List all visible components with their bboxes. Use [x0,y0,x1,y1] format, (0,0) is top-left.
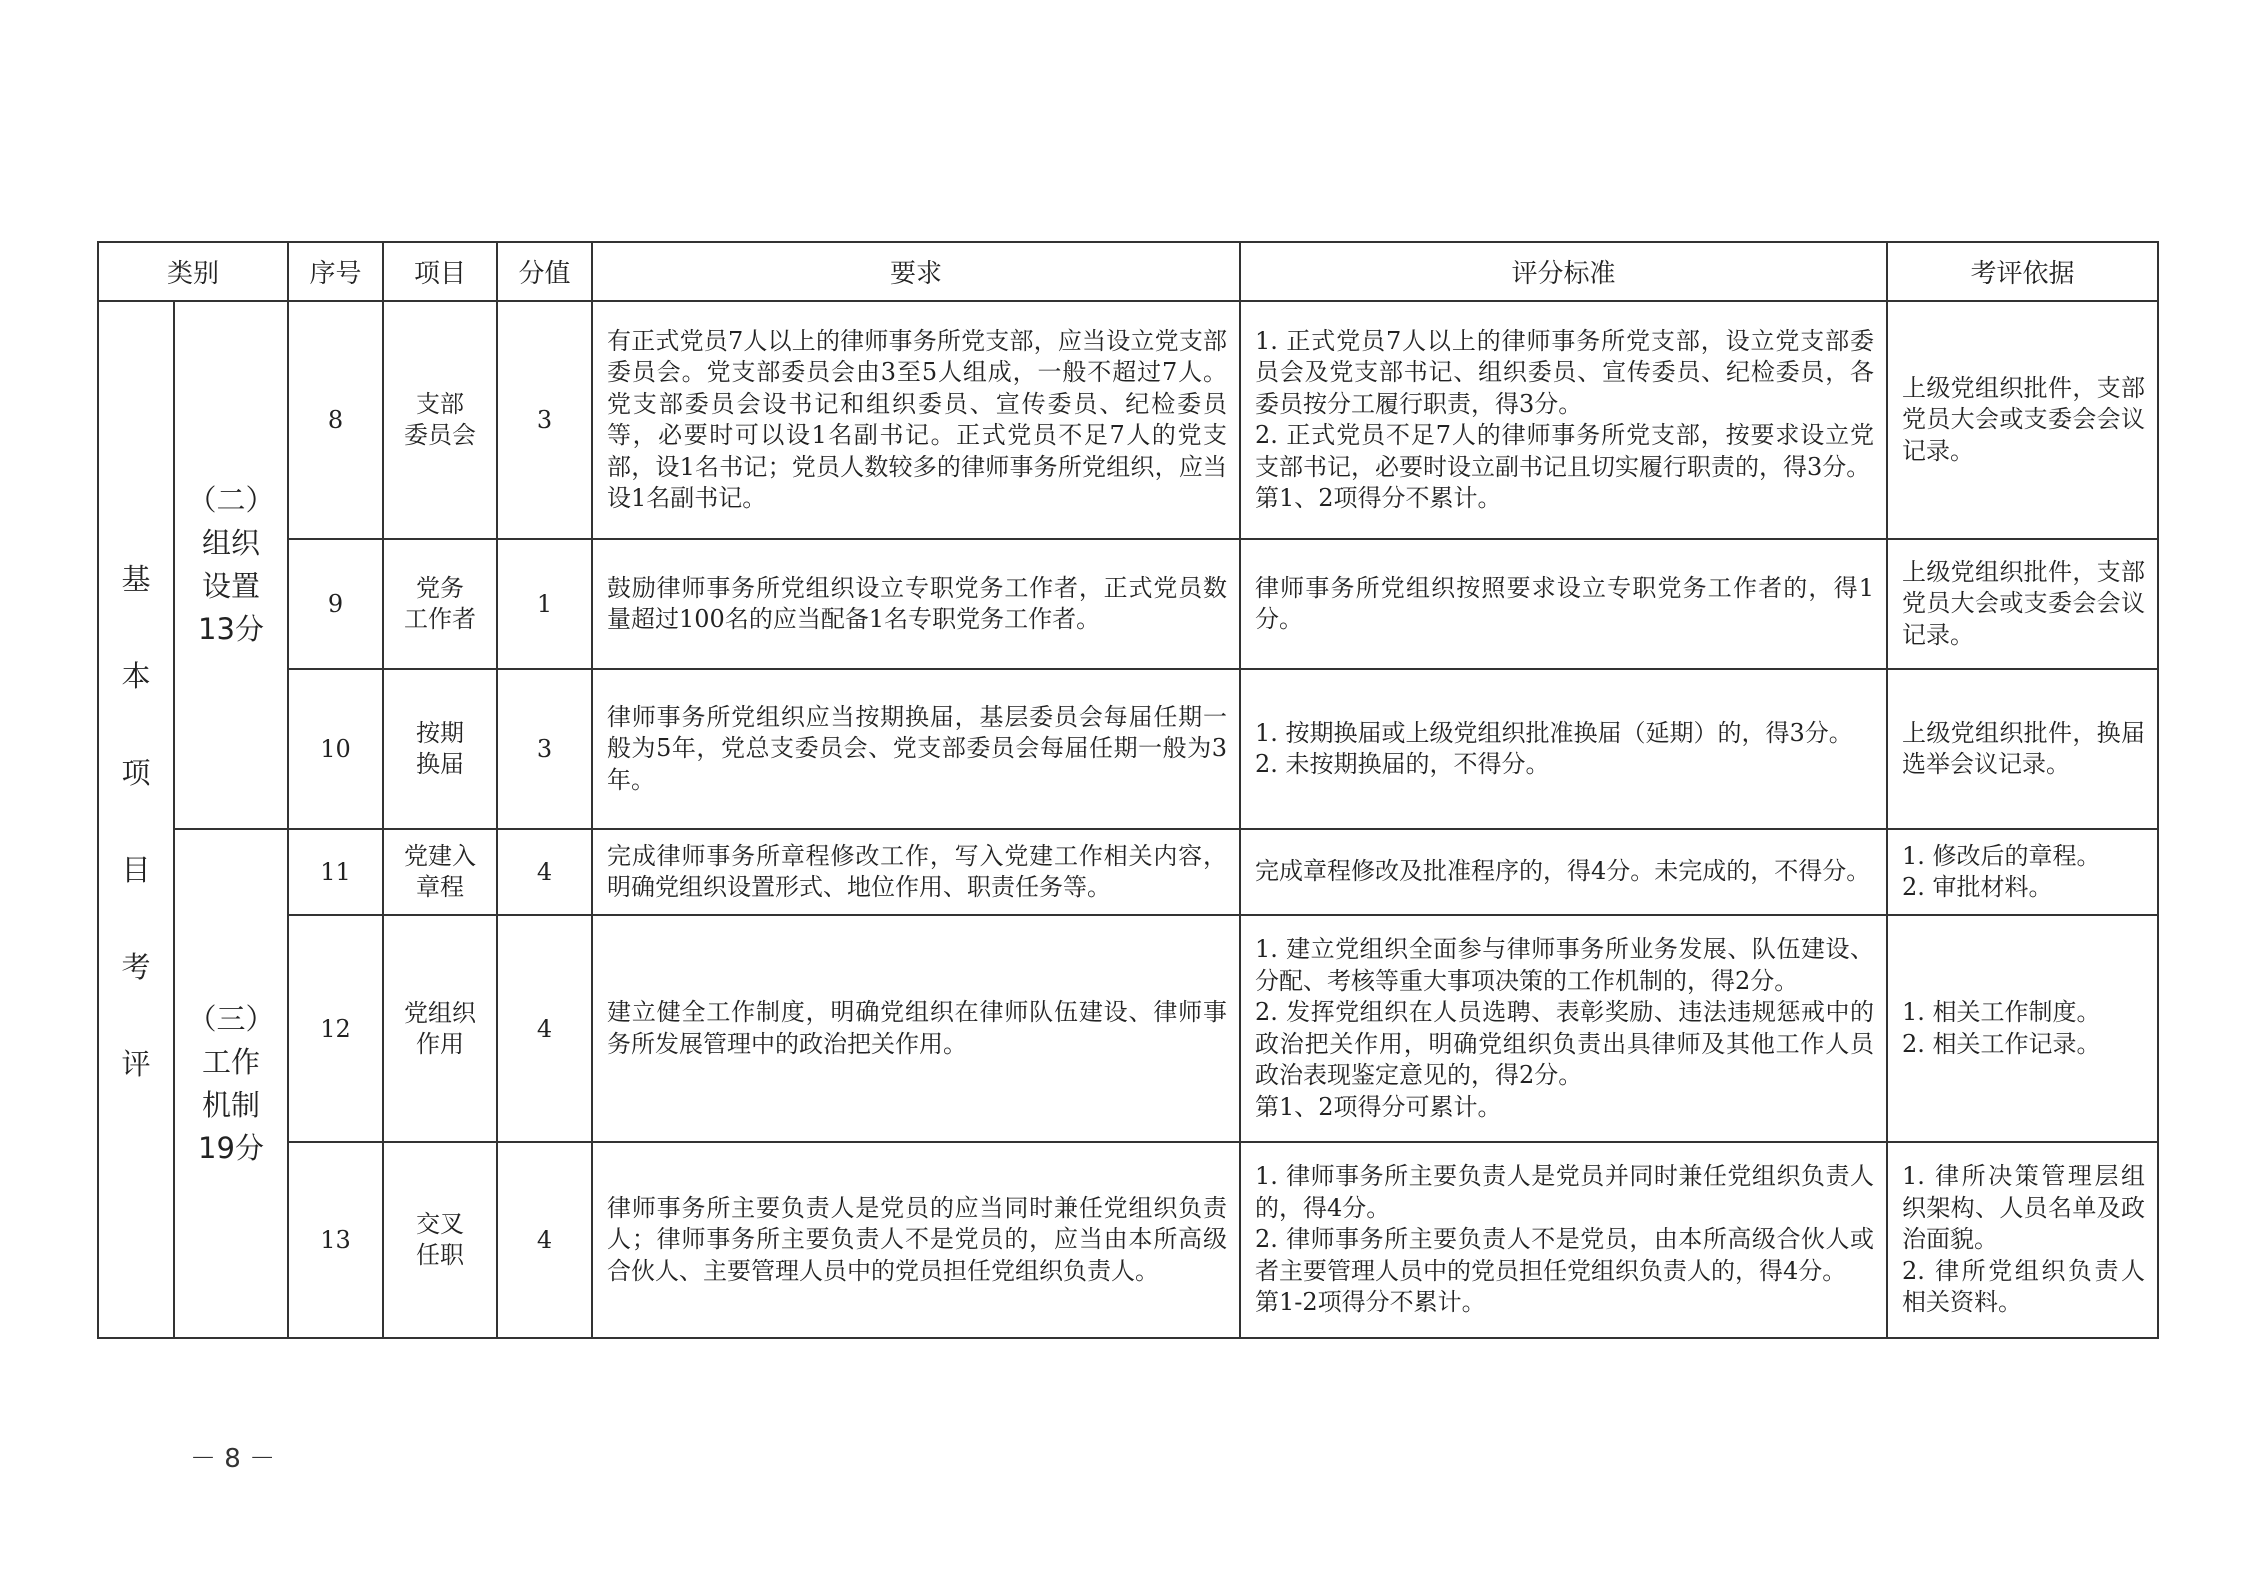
row-requirement: 建立健全工作制度，明确党组织在律师队伍建设、律师事务所发展管理中的政治把关作用。 [592,915,1240,1142]
row-item [383,669,497,829]
row-criteria [1240,829,1887,915]
row-criteria [1240,301,1887,539]
row-score: 4 [497,829,592,915]
basis-line: 1. 律所决策管理层组织架构、人员名单及政治面貌。 [1902,1162,2146,1254]
row-basis [1887,915,2158,1142]
criteria-line: 2. 未按期换届的，不得分。 [1255,750,1550,778]
header-criteria: 评分标准 [1240,242,1887,301]
row-basis [1887,829,2158,915]
row-item [383,1142,497,1338]
criteria-line: 1. 按期换届或上级党组织批准换届（延期）的，得3分。 [1255,718,1853,747]
row-item [383,829,497,915]
row-number: 12 [288,915,383,1142]
row-basis [1887,301,2158,539]
category-group-line: 13分 [198,612,264,646]
basis-line: 2. 审批材料。 [1902,873,2053,901]
criteria-line: 2. 律师事务所主要负责人不是党员，由本所高级合伙人或者主要管理人员中的党员担任党组织负责人的，得4分。 [1255,1225,1875,1285]
category-group-line: （三） [187,1001,275,1036]
row-item-line: 任职 [416,1241,465,1269]
header-row [98,242,2158,301]
criteria-line: 律师事务所党组织按照要求设立专职党务工作者的，得1分。 [1255,573,1875,633]
row-requirement: 律师事务所主要负责人是党员的应当同时兼任党组织负责人；律师事务所主要负责人不是党员的，应当由本所高级合伙人、主要管理人员中的党员担任党组织负责人。 [592,1142,1240,1338]
row-item-line: 交叉 [416,1210,465,1238]
row-criteria [1240,1142,1887,1338]
row-item-line: 工作者 [404,605,477,633]
evaluation-table [97,241,2159,1339]
criteria-line: 2. 正式党员不足7人的律师事务所党支部，按要求设立党支部书记，必要时设立副书记且切实履行职责的，得3分。 [1255,421,1875,481]
basis-line: 1. 相关工作制度。 [1902,998,2101,1026]
row-basis [1887,669,2158,829]
row-score: 4 [497,915,592,1142]
row-number: 9 [288,539,383,669]
row-requirement: 有正式党员7人以上的律师事务所党支部，应当设立党支部委员会。党支部委员会由3至5人组成，一般不超过7人。党支部委员会设书记和组织委员、宣传委员、纪检委员等，必要时可以设1名副书记。正式党员不足7人的党支部，设1名书记；党员人数较多的律师事务所党组织，应当设1名副书记。 [592,301,1240,539]
basis-line: 1. 修改后的章程。 [1902,841,2101,870]
category-group [174,301,288,829]
criteria-line: 1. 律师事务所主要负责人是党员并同时兼任党组织负责人的，得4分。 [1255,1162,1875,1222]
criteria-line: 完成章程修改及批准程序的，得4分。未完成的，不得分。 [1255,857,1871,886]
header-score: 分值 [497,242,592,301]
table-row [98,301,2158,539]
table-row [98,669,2158,829]
row-criteria [1240,539,1887,669]
row-score: 3 [497,301,592,539]
row-score: 1 [497,539,592,669]
category-group-line: 19分 [198,1130,264,1165]
row-number: 8 [288,301,383,539]
criteria-line: 1. 建立党组织全面参与律师事务所业务发展、队伍建设、分配、考核等重大事项决策的工作机制的，得2分。 [1255,935,1875,995]
table-row [98,539,2158,669]
header-basis: 考评依据 [1887,242,2158,301]
row-item [383,915,497,1142]
basis-line: 2. 相关工作记录。 [1902,1029,2101,1058]
row-item-line: 委员会 [404,421,477,449]
basis-line: 上级党组织批件，换届选举会议记录。 [1902,718,2146,778]
row-item-line: 支部 [416,390,465,418]
basis-line: 上级党组织批件，支部党员大会或支委会会议记录。 [1902,557,2146,649]
criteria-line: 第1、2项得分可累计。 [1255,1092,1502,1121]
row-requirement: 完成律师事务所章程修改工作，写入党建工作相关内容，明确党组织设置形式、地位作用、职责任务等。 [592,829,1240,915]
header-number: 序号 [288,242,383,301]
row-score: 4 [497,1142,592,1338]
table-row [98,1142,2158,1338]
header-item: 项目 [383,242,497,301]
row-criteria [1240,915,1887,1142]
criteria-line: 1. 正式党员7人以上的律师事务所党支部，设立党支部委员会及党支部书记、组织委员、宣传委员、纪检委员，各委员按分工履行职责，得3分。 [1255,326,1875,418]
basis-line: 上级党组织批件，支部党员大会或支委会会议记录。 [1902,373,2146,465]
basis-line: 2. 律所党组织负责人相关资料。 [1902,1256,2146,1317]
criteria-line: 第1-2项得分不累计。 [1255,1288,1486,1317]
row-item-line: 章程 [416,873,465,901]
row-basis [1887,539,2158,669]
row-score: 3 [497,669,592,829]
category-main: 基 本 项 目 考 评 [98,301,174,1338]
row-requirement: 鼓励律师事务所党组织设立专职党务工作者，正式党员数量超过100名的应当配备1名专职党务工作者。 [592,539,1240,669]
row-item-line: 换届 [416,750,465,778]
row-item-line: 作用 [416,1029,465,1058]
page-number: － 8 － [190,1444,276,1474]
table-row [98,915,2158,1142]
category-group-line: （二） [187,483,275,517]
row-number: 11 [288,829,383,915]
category-group-line: 设置 [202,569,261,603]
row-item-line: 党组织 [404,998,477,1027]
row-number: 10 [288,669,383,829]
row-item [383,539,497,669]
header-requirement: 要求 [592,242,1240,301]
row-item-line: 党建入 [404,842,477,870]
category-group-line: 机制 [202,1087,261,1122]
header-category: 类别 [98,242,288,301]
table-row [98,829,2158,915]
row-item-line: 按期 [416,719,465,747]
row-requirement: 律师事务所党组织应当按期换届，基层委员会每届任期一般为5年，党总支委员会、党支部委员会每届任期一般为3年。 [592,669,1240,829]
row-item-line: 党务 [416,574,465,602]
criteria-line: 第1、2项得分不累计。 [1255,484,1502,512]
row-basis [1887,1142,2158,1338]
row-criteria [1240,669,1887,829]
criteria-line: 2. 发挥党组织在人员选聘、表彰奖励、违法违规惩戒中的政治把关作用，明确党组织负责出具律师及其他工作人员政治表现鉴定意见的，得2分。 [1255,998,1875,1089]
category-group [174,829,288,1338]
row-item [383,301,497,539]
category-group-line: 组织 [202,526,261,560]
row-number: 13 [288,1142,383,1338]
category-group-line: 工作 [202,1044,261,1079]
